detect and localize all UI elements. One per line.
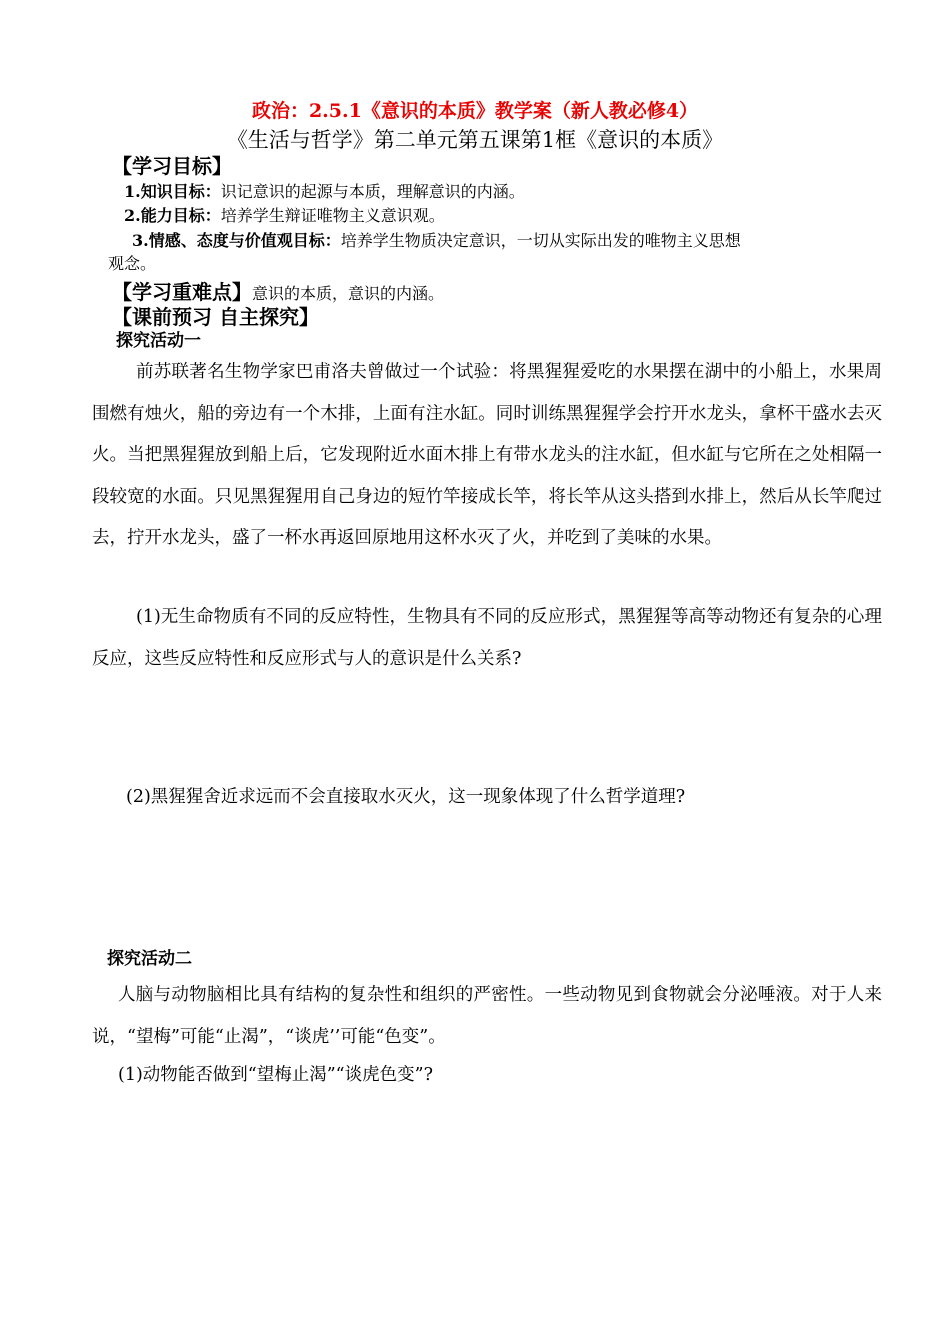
objective-label: 3.情感、态度与价值观目标： (132, 231, 341, 250)
objective-text: 培养学生辩证唯物主义意识观。 (220, 206, 445, 225)
activity-one-question-2: (2)黑猩猩舍近求远而不会直接取水灭火，这一现象体现了什么哲学道理? (126, 787, 686, 807)
document-subtitle: 《生活与哲学》第二单元第五课第1框《意识的本质》 (226, 128, 724, 152)
objective-knowledge (124, 179, 525, 202)
objective-label: 2.能力目标： (124, 206, 221, 225)
activity-two-paragraph: 人脑与动物脑相比具有结构的复杂性和组织的严密性。一些动物见到食物就会分泌唾液。对于人来说，“望梅”可能“止渴”，“谈虎’’可能“色变”。 (92, 985, 882, 1047)
learning-objectives-heading: 【学习目标】 (112, 154, 232, 178)
activity-two-heading: 探究活动二 (107, 949, 192, 969)
objective-attitude (132, 228, 741, 251)
objective-text: 培养学生物质决定意识，一切从实际出发的唯物主义思想 (340, 231, 741, 250)
activity-one-heading: 探究活动一 (116, 331, 201, 351)
activity-two-question-1: (1)动物能否做到“望梅止渴”“谈虎色变”? (118, 1065, 433, 1085)
objective-ability (124, 203, 445, 226)
document-title: 政治：2.5.1《意识的本质》教学案（新人教必修4） (251, 100, 699, 122)
activity-one-question-1: (1)无生命物质有不同的反应特性，生物具有不同的反应形式，黑猩猩等高等动物还有复杂的心理反应，这些反应特性和反应形式与人的意识是什么关系? (92, 607, 882, 669)
objective-text: 识记意识的起源与本质，理解意识的内涵。 (220, 182, 525, 201)
key-points-text: 意识的本质，意识的内涵。 (252, 284, 445, 303)
key-points-heading: 【学习重难点】 (112, 280, 252, 304)
preview-heading: 【课前预习 自主探究】 (112, 305, 319, 329)
objective-label: 1.知识目标： (124, 182, 221, 201)
objective-attitude-continuation: 观念。 (108, 254, 157, 273)
activity-one-paragraph: 前苏联著名生物学家巴甫洛夫曾做过一个试验：将黑猩猩爱吃的水果摆在湖中的小船上，水果周围燃有烛火，船的旁边有一个木排，上面有注水缸。同时训练黑猩猩学会拧开水龙头，拿杯干盛水去灭火。当把黑猩猩放到船上后，它发现附近水面木排上有带水龙头的注水缸，但水缸与它所在之处相隔一段较宽的水面。只见黑猩猩用自己身边的短竹竿接成长竿，将长竿从这头搭到水排上，然后从长竿爬过去，拧开水龙头，盛了一杯水再返回原地用这杯水灭了火，并吃到了美味的水果。 (92, 362, 882, 548)
